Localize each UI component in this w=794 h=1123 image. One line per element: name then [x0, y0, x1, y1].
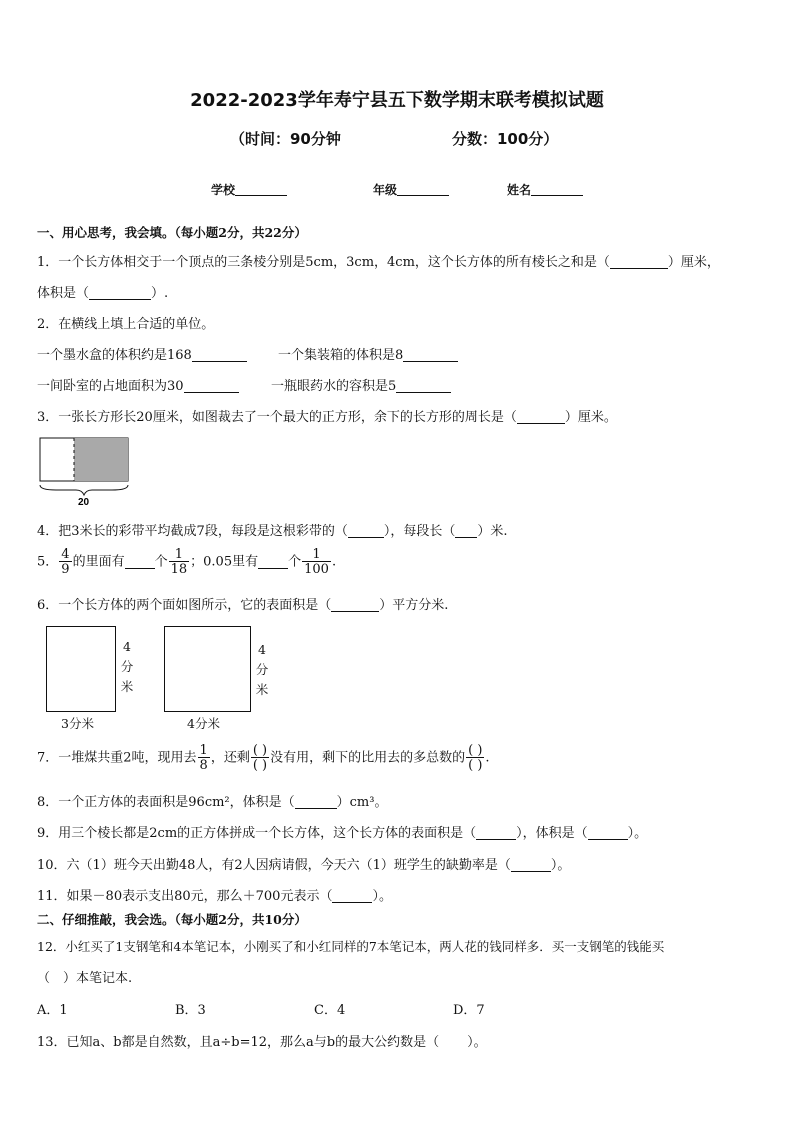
question-12-line2: （ ）本笔记本.	[37, 971, 133, 986]
brace-shape	[40, 485, 128, 495]
face-2-side-label: 4 分 米	[255, 642, 269, 697]
answer-blank[interactable]	[517, 411, 565, 424]
answer-blank[interactable]	[403, 349, 458, 362]
fraction-1-100: $\frac{1}{100}$	[304, 547, 329, 577]
page-title: 2022-2023学年寿宁县五下数学期末联考模拟试题	[190, 90, 604, 111]
name-field[interactable]: 姓名	[507, 181, 583, 198]
answer-blank[interactable]	[258, 556, 288, 569]
cut-square-shape	[74, 438, 128, 481]
face-2-bottom-label: 4分米	[187, 716, 220, 731]
option-d[interactable]: D．7	[453, 1003, 485, 1018]
school-field[interactable]: 学校	[211, 181, 287, 198]
section-2-heading: 二、仔细推敲，我会选。（每小题2分，共10分）	[37, 912, 307, 927]
question-3-text: 3．一张长方形长20厘米，如图裁去了一个最大的正方形，余下的长方形的周长是（ ）厘米。	[37, 410, 617, 425]
question-6-text: 6．一个长方体的两个面如图所示，它的表面积是（ ）平方分米.	[37, 598, 449, 613]
question-13: 13．已知a、b都是自然数，且a÷b=12，那么a与b的最大公约数是（ ）。	[37, 1035, 487, 1050]
face-1-bottom-label: 3分米	[61, 716, 94, 731]
answer-blank[interactable]	[89, 287, 151, 300]
question-2-item-a: 一个墨水盒的体积约是168	[37, 344, 247, 363]
question-2-item-d: 一瓶眼药水的容积是5	[271, 375, 451, 394]
face-rectangle-1	[46, 626, 116, 712]
answer-blank[interactable]	[476, 827, 516, 840]
figure-label: 20	[78, 497, 90, 508]
answer-blank[interactable]	[348, 525, 384, 538]
answer-blank[interactable]	[511, 859, 551, 872]
answer-blank[interactable]	[610, 256, 668, 269]
fraction-4-9: $\frac{4}{9}$	[61, 547, 70, 577]
question-9: 9．用三个棱长都是2cm的正方体拼成一个长方体，这个长方体的表面积是（ ），体积是（ ）。	[37, 826, 648, 841]
question-8: 8．一个正方体的表面积是96cm²，体积是（ ）cm³。	[37, 795, 388, 810]
question-4: 4．把3米长的彩带平均截成7段，每段是这根彩带的（ ），每段长（ ）米.	[37, 524, 508, 539]
answer-blank[interactable]	[125, 556, 155, 569]
answer-blank[interactable]	[192, 349, 247, 362]
section-1-heading: 一、用心思考，我会填。（每小题2分，共22分）	[37, 225, 307, 240]
fraction-answer-blank[interactable]: $\frac{( )}{( )}$	[252, 743, 268, 773]
option-c[interactable]: C．4	[314, 1003, 346, 1018]
fraction-1-8: $\frac{1}{8}$	[199, 743, 208, 773]
option-a[interactable]: A．1	[37, 1003, 68, 1018]
answer-blank[interactable]	[184, 380, 239, 393]
question-2-item-b: 一个集装箱的体积是8	[278, 344, 458, 363]
exam-time: （时间：90分钟	[230, 130, 341, 148]
question-2-stem: 2．在横线上填上合适的单位。	[37, 317, 215, 332]
question-12-line1: 12．小红买了1支钢笔和4本笔记本，小刚买了和小红同样的7本笔记本，两人花的钱同样多．买一支钢笔的钱能买	[37, 939, 665, 954]
answer-blank[interactable]	[396, 380, 451, 393]
face-1-side-label: 4 分 米	[120, 639, 134, 694]
question-10: 10．六（1）班今天出勤48人，有2人因病请假，今天六（1）班学生的缺勤率是（ ）。	[37, 858, 571, 873]
question-3-figure	[36, 432, 136, 510]
answer-blank[interactable]	[455, 525, 477, 538]
question-11: 11．如果－80表示支出80元，那么＋700元表示（ ）。	[37, 889, 392, 904]
answer-blank[interactable]	[295, 796, 337, 809]
answer-blank[interactable]	[331, 599, 379, 612]
grade-field[interactable]: 年级	[373, 181, 449, 198]
question-5: 5． $\frac{4}{9}$ 的里面有 个 $\frac{1}{18}$ ；0.05里有 个 $\frac{1}{100}$ .	[37, 547, 337, 577]
exam-score: 分数：100分）	[452, 130, 559, 148]
answer-blank[interactable]	[588, 827, 628, 840]
fraction-answer-blank[interactable]: $\frac{( )}{( )}$	[468, 743, 483, 773]
option-b[interactable]: B．3	[175, 1003, 206, 1018]
question-1-line2: 体积是（ ）.	[37, 286, 169, 301]
fraction-1-18: $\frac{1}{18}$	[170, 547, 188, 577]
question-1-line1: 1．一个长方体相交于一个顶点的三条棱分别是5cm，3cm，4cm，这个长方体的所有棱长之和是（ ）厘米，	[37, 255, 720, 270]
question-2-item-c: 一间卧室的占地面积为30	[37, 375, 239, 394]
question-7: 7．一堆煤共重2吨，现用去 $\frac{1}{8}$ ，还剩 $\frac{( )}{( )}$ 没有用，剩下的比用去的多总数的 $\frac{( )}{( )}$ .	[37, 743, 490, 773]
answer-blank[interactable]	[332, 890, 372, 903]
face-rectangle-2	[164, 626, 251, 712]
